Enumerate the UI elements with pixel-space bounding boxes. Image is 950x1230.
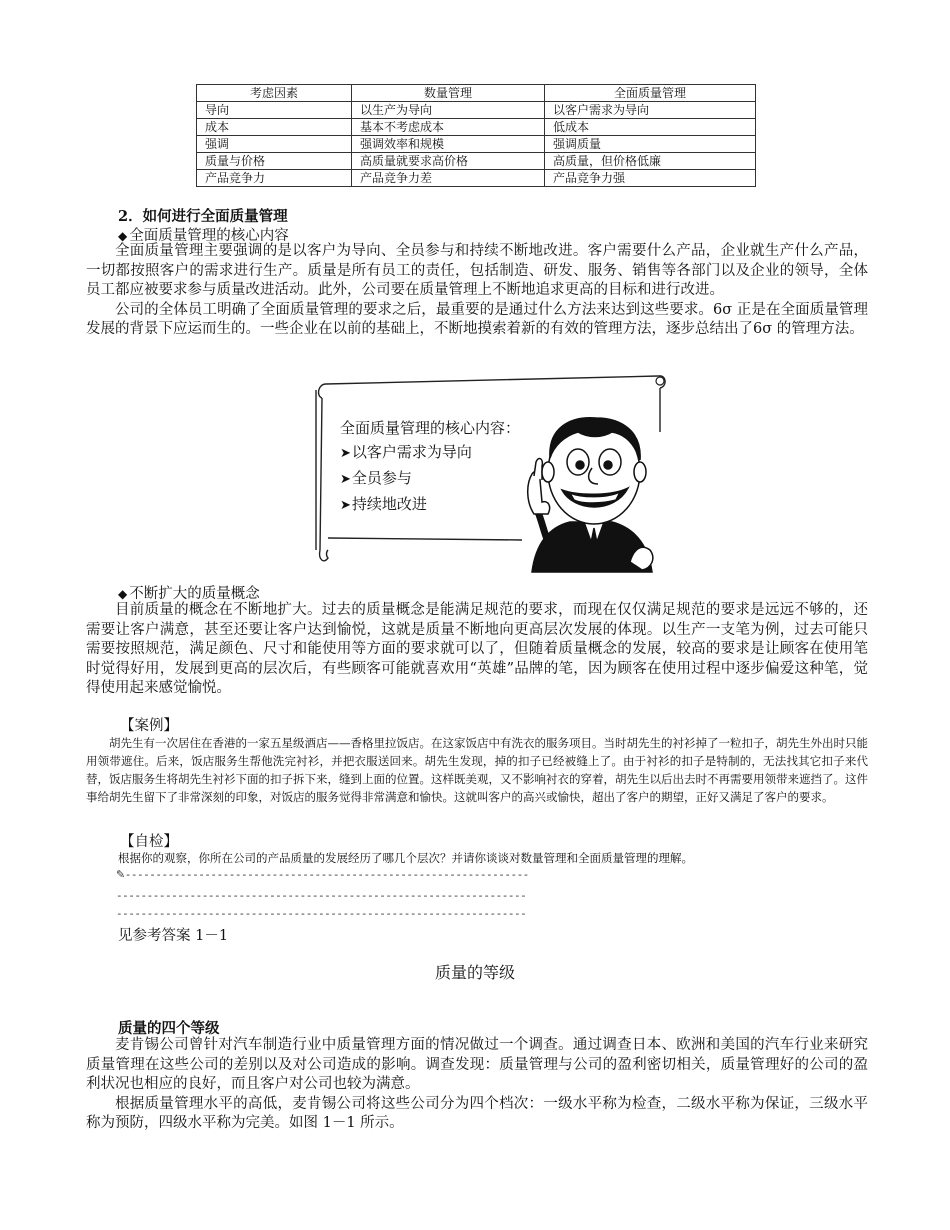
illustration-item <box>340 440 520 466</box>
table-cell: 产品竞争力 <box>197 170 352 187</box>
table-cell: 强调 <box>197 136 352 153</box>
bullet-text: 全面质量管理的核心内容 <box>129 228 289 244</box>
table-cell: 高质量，但价格低廉 <box>545 153 756 170</box>
illustration-item-text: 以客户需求为导向 <box>351 443 472 461</box>
bullet-text: 不断扩大的质量概念 <box>129 586 260 602</box>
paragraph: 公司的全体员工明确了全面质量管理的要求之后，最重要的是通过什么方法来达到这些要求。6σ 正是在全面质量管理发展的背景下应运而生的。一些企业在以前的基础上，不断地摸索着新的有效的管理方法，逐步总结出了6σ 的管理方法。 <box>86 301 868 337</box>
comparison-table <box>196 84 756 187</box>
table-row <box>197 102 756 119</box>
answer-line[interactable]: ------------------------------------------------------------------- <box>116 907 527 920</box>
table-header-cell: 数量管理 <box>352 85 545 102</box>
table-header-cell: 全面质量管理 <box>545 85 756 102</box>
section-heading: 2．如何进行全面质量管理 <box>118 208 288 225</box>
answer-line[interactable]: ------------------------------------------------------------------- <box>116 889 527 902</box>
illustration-title: 全面质量管理的核心内容： <box>340 419 521 437</box>
table-row <box>197 170 756 187</box>
table-cell: 强调效率和规模 <box>352 136 545 153</box>
diamond-bullet-icon: ◆ <box>118 229 128 243</box>
paragraph: 全面质量管理主要强调的是以客户为导向、全员参与和持续不断地改进。客户需要什么产品，企业就生产什么产品，一切都按照客户的需求进行生产。质量是所有员工的责任，包括制造、研发、服务、销售等各部门以及企业的领导，全体员工都应被要求参与质量改进活动。此外，公司要在质量管理上不断地追求更高的目标和进行改进。 <box>86 243 868 298</box>
table-cell: 强调质量 <box>545 136 756 153</box>
paragraph-block <box>86 601 868 699</box>
table-header-cell: 考虑因素 <box>197 85 352 102</box>
bullet-heading <box>118 582 260 603</box>
table-cell: 质量与价格 <box>197 153 352 170</box>
selfcheck-title: 【自检】 <box>120 834 178 850</box>
case-text: 胡先生有一次居住在香港的一家五星级酒店——香格里拉饭店。在这家饭店中有洗衣的服务项目。当时胡先生的衬衫掉了一粒扣子，胡先生外出时只能用领带遮住。后来，饭店服务生帮他洗完衬衫，并把衣服送回来。胡先生发现，掉的扣子已经被缝上了。由于衬衫的扣子是特制的，无法找其它扣子来代替，饭店服务生将胡先生衬衫下面的扣子拆下来，缝到上面的位置。这样既美观，又不影响衬衣的穿着，胡先生以后出去时不再需要用领带来遮挡了。这件事给胡先生留下了非常深刻的印象，对饭店的服务觉得非常满意和愉快。这就叫客户的高兴或愉快，超出了客户的期望，正好又满足了客户的要求。 <box>86 736 868 804</box>
illustration-item-text: 全员参与 <box>351 469 412 487</box>
paragraph-block <box>86 1036 868 1134</box>
table-cell: 成本 <box>197 119 352 136</box>
answer-line[interactable]: ✎------------------------------------------------------------------ <box>116 868 529 881</box>
table-cell: 以生产为导向 <box>352 102 545 119</box>
table-cell: 低成本 <box>545 119 756 136</box>
illustration-item <box>340 466 520 492</box>
illustration-item <box>340 492 520 518</box>
table-row <box>197 153 756 170</box>
selfcheck-question: 根据你的观察，你所在公司的产品质量的发展经历了哪几个层次？并请你谈谈对数量管理和全面质量管理的理解。 <box>118 851 693 865</box>
illustration-item-text: 持续地改进 <box>351 495 427 513</box>
scroll-text <box>340 416 520 518</box>
paragraph: 根据质量管理水平的高低，麦肯锡公司将这些公司分为四个档次：一级水平称为检查，二级水平称为保证，三级水平称为预防，四级水平称为完美。如图 1－1 所示。 <box>86 1095 868 1131</box>
case-title: 【案例】 <box>120 718 178 734</box>
table-cell: 以客户需求为导向 <box>545 102 756 119</box>
diamond-bullet-icon: ◆ <box>118 587 128 601</box>
paragraph: 目前质量的概念在不断地扩大。过去的质量概念是能满足规范的要求，而现在仅仅满足规范的要求是远远不够的，还需要让客户满意，甚至还要让客户达到愉悦，这就是质量不断地向更高层次发展的体现。以生产一支笔为例，过去可能只需要按照规范，满足颜色、尺寸和能使用等方面的要求就可以了，但随着质量概念的发展，较高的要求是让顾客在使用笔时觉得好用，发展到更高的层次后，有些顾客可能就喜欢用“英雄”品牌的笔，因为顾客在使用过程中逐步偏爱这种笔，觉得使用起来感觉愉悦。 <box>86 602 868 696</box>
arrow-bullet-icon: ➤ <box>340 472 351 487</box>
case-block <box>86 734 868 806</box>
arrow-bullet-icon: ➤ <box>340 498 351 513</box>
table-cell: 导向 <box>197 102 352 119</box>
table-cell: 产品竞争力差 <box>352 170 545 187</box>
table-cell: 产品竞争力强 <box>545 170 756 187</box>
table-cell: 基本不考虑成本 <box>352 119 545 136</box>
table-row <box>197 119 756 136</box>
pencil-icon: ✎ <box>116 868 125 881</box>
chapter-title: 质量的等级 <box>434 963 515 982</box>
section-heading: 质量的四个等级 <box>118 1020 220 1037</box>
paragraph: 麦肯锡公司曾针对汽车制造行业中质量管理方面的情况做过一个调查。通过调查日本、欧洲和美国的汽车行业来研究质量管理在这些公司的差别以及对公司造成的影响。调查发现：质量管理与公司的盈利密切相关，质量管理好的公司的盈利状况也相应的良好，而且客户对公司也较为满意。 <box>86 1037 868 1092</box>
arrow-bullet-icon: ➤ <box>340 446 351 461</box>
table-row <box>197 136 756 153</box>
cartoon-man-icon <box>528 418 653 572</box>
table-header-row <box>197 85 756 102</box>
paragraph-block <box>86 242 868 340</box>
reference-answer: 见参考答案 1－1 <box>118 928 229 944</box>
table-cell: 高质量就要求高价格 <box>352 153 545 170</box>
